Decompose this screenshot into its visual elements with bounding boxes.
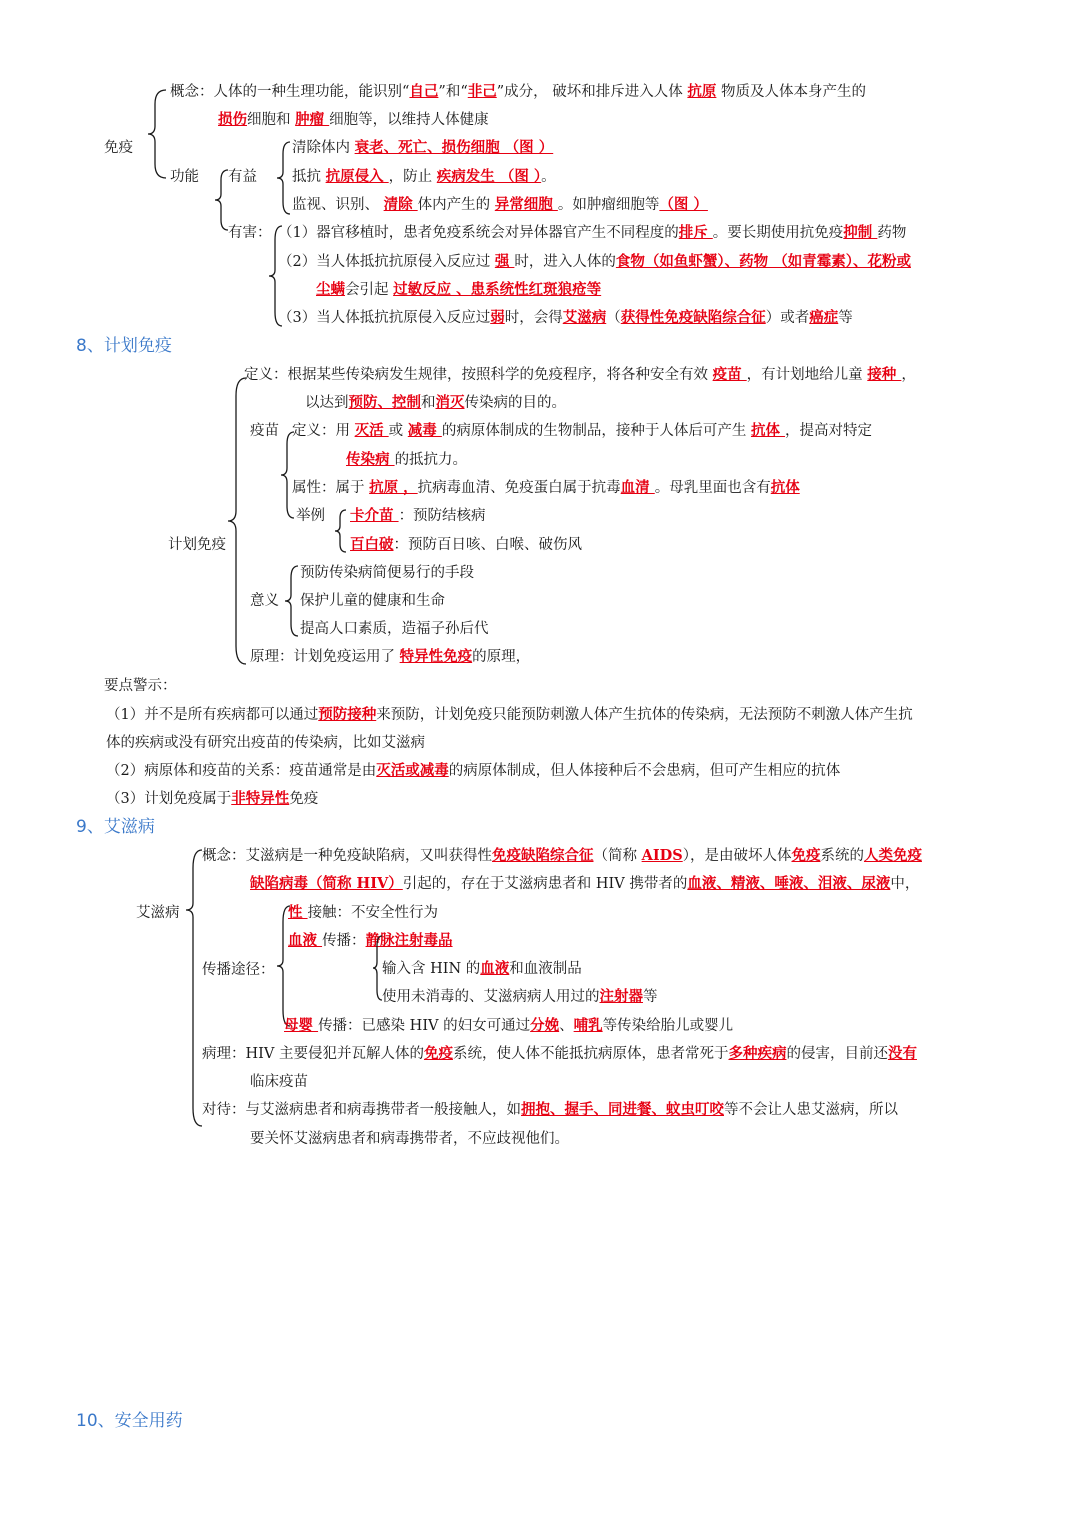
vaccine-label: 疫苗	[250, 423, 279, 439]
example-brace	[334, 508, 348, 554]
section-10-heading: 10、安全用药	[76, 1411, 183, 1431]
vaccine-brace	[280, 430, 296, 520]
warning-2: （2）病原体和疫苗的关系：疫苗通常是由灭活或减毒的病原体制成，但人体接种后不会患病，但可产生相应的抗体	[106, 762, 841, 779]
route-label: 传播途径：	[202, 962, 275, 978]
beneficial-label: 有益	[228, 169, 257, 185]
aids-label: 艾滋病	[136, 905, 180, 921]
plan-brace	[226, 376, 248, 666]
beneficial-item-1: 清除体内 衰老、死亡、损伤细胞 （图 ）	[292, 139, 554, 156]
vaccine-definition-cont: 传染病 的抵抗力。	[346, 451, 468, 468]
section-8-heading: 8、计划免疫	[76, 336, 172, 356]
aids-concept: 概念：艾滋病是一种免疫缺陷病，又叫获得性免疫缺陷综合征（简称 AIDS），是由破坏人体免疫系统的人类免疫	[202, 847, 922, 864]
plan-definition-cont: 以达到预防、控制和消灭传染病的目的。	[305, 394, 566, 411]
beneficial-item-3: 监视、识别、 清除 体内产生的 异常细胞 。如肿瘤细胞等（图 ）	[292, 196, 708, 213]
route-blood-2: 输入含 HIN 的血液和血液制品	[382, 960, 582, 977]
route-sexual: 性 接触：不安全性行为	[288, 904, 439, 921]
route-blood: 血液 传播：静脉注射毒品	[288, 932, 453, 949]
warning-1-cont: 体的疾病或没有研究出疫苗的传染病，比如艾滋病	[106, 735, 425, 751]
warning-1: （1）并不是所有疾病都可以通过预防接种来预防，计划免疫只能预防刺激人体产生抗体的传染病，无法预防不刺激人体产生抗	[106, 706, 913, 723]
function-label: 功能	[170, 169, 199, 185]
immune-concept-line1: 概念：人体的一种生理功能，能识别“自己”和“非己”成分， 破坏和排斥进入人体 抗原 物质及人体本身产生的	[170, 83, 866, 100]
aids-concept-cont: 缺陷病毒（简称 HIV）引起的，存在于艾滋病患者和 HIV 携带者的血液、精液、唾液、泪液、尿液中，	[250, 875, 920, 892]
beneficial-item-2: 抵抗 抗原侵入 ，防止 疾病发生 （图 ）。	[292, 168, 556, 185]
meaning-brace	[284, 564, 300, 638]
route-mother-infant: 母婴 传播：已感染 HIV 的妇女可通过分娩、哺乳等传染给胎儿或婴儿	[284, 1017, 734, 1034]
aids-treatment-cont: 要关怀艾滋病患者和病毒携带者，不应歧视他们。	[250, 1131, 569, 1147]
meaning-item-2: 保护儿童的健康和生命	[300, 593, 445, 609]
vaccine-example-2: 百白破：预防百日咳、白喉、破伤风	[350, 536, 582, 553]
plan-definition: 定义：根据某些传染病发生规律，按照科学的免疫程序，将各种安全有效 疫苗 ，有计划地给儿童 接种 ，	[244, 366, 916, 383]
harm-item-1: （1）器官移植时，患者免疫系统会对异体器官产生不同程度的排斥 。要长期使用抗免疫抑制 药物	[278, 224, 907, 241]
vaccine-example-1: 卡介苗 ：预防结核病	[350, 507, 486, 524]
harm-item-2: （2）当人体抵抗抗原侵入反应过 强 时，进入人体的食物（如鱼虾蟹）、药物 （如青霉素）、花粉或	[278, 253, 911, 270]
harm-item-2-cont: 尘螨会引起 过敏反应 、患系统性红斑狼疮等	[316, 281, 602, 298]
meaning-item-3: 提高人口素质，造福子孙后代	[300, 621, 489, 637]
aids-pathology-cont: 临床疫苗	[250, 1074, 308, 1090]
warning-title: 要点警示：	[104, 678, 177, 694]
vaccine-definition: 定义：用 灭活 或 减毒 的病原体制成的生物制品，接种于人体后可产生 抗体 ，提高对特定	[292, 422, 873, 439]
meaning-item-1: 预防传染病简便易行的手段	[300, 565, 474, 581]
aids-treatment: 对待：与艾滋病患者和病毒携带者一般接触人，如拥抱、握手、同进餐、蚊虫叮咬等不会让人患艾滋病，所以	[202, 1101, 898, 1118]
plan-principle: 原理：计划免疫运用了 特异性免疫的原理，	[250, 648, 531, 665]
immune-label: 免疫	[104, 140, 133, 156]
section-9-heading: 9、艾滋病	[76, 817, 155, 837]
aids-pathology: 病理：HIV 主要侵犯并瓦解人体的免疫系统，使人体不能抵抗病原体，患者常死于多种疾病的侵害，目前还没有	[202, 1045, 917, 1062]
harm-label: 有害：	[228, 225, 272, 241]
meaning-label: 意义	[250, 593, 279, 609]
harm-item-3: （3）当人体抵抗抗原侵入反应过弱时，会得艾滋病（获得性免疫缺陷综合征）或者癌症等	[278, 309, 853, 326]
beneficial-brace	[276, 140, 292, 216]
immune-concept-line2: 损伤细胞和 肿瘤 细胞等，以维持人体健康	[218, 111, 489, 128]
immune-brace	[146, 88, 168, 180]
aids-brace	[184, 848, 204, 1128]
warning-3: （3）计划免疫属于非特异性免疫	[106, 790, 319, 807]
route-blood-3: 使用未消毒的、艾滋病病人用过的注射器等	[382, 988, 658, 1005]
vaccine-attribute: 属性：属于 抗原 ，抗病毒血清、免疫蛋白属于抗毒血清 。母乳里面也含有抗体	[292, 479, 800, 496]
plan-label: 计划免疫	[168, 537, 226, 553]
vaccine-example-label: 举例	[296, 508, 325, 524]
